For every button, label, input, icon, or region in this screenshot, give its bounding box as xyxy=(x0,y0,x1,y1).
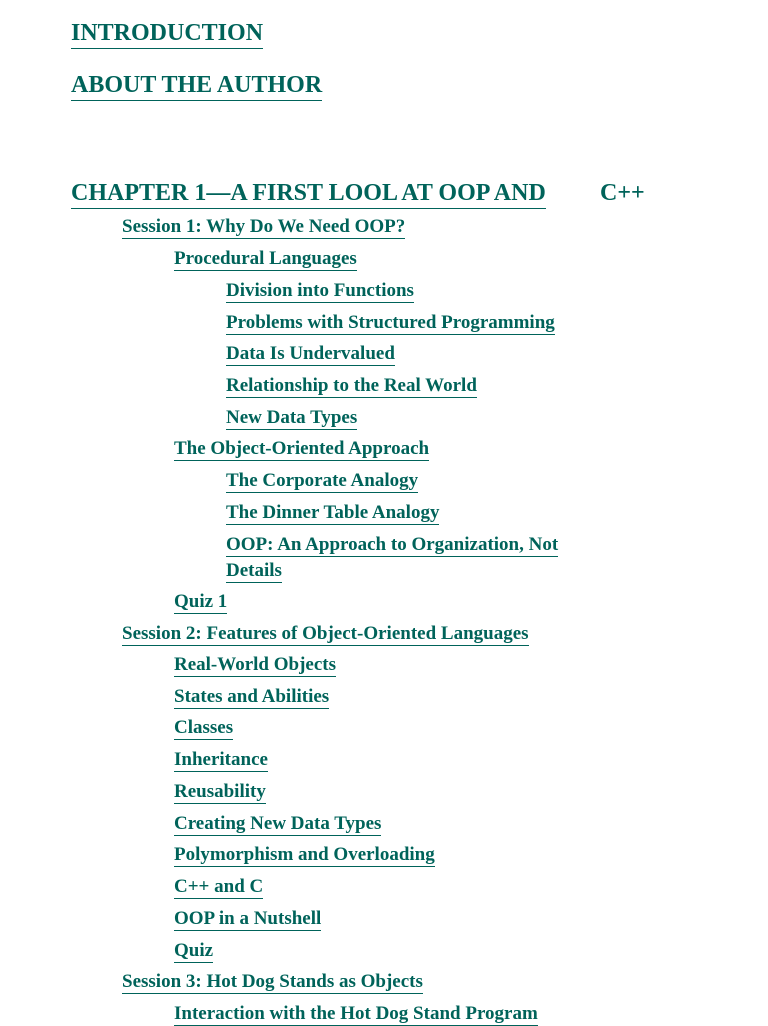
toc-link-oop-in-nutshell[interactable]: OOP in a Nutshell xyxy=(174,908,322,929)
toc-link-inheritance[interactable]: Inheritance xyxy=(174,749,268,770)
chapter-1-title-tail: C++ xyxy=(600,180,645,206)
toc-link-polymorphism-overloading[interactable]: Polymorphism and Overloading xyxy=(174,844,435,865)
toc-link-dinner-table-analogy[interactable]: The Dinner Table Analogy xyxy=(226,502,440,523)
toc-link-problems-structured-programming[interactable]: Problems with Structured Programming xyxy=(226,312,555,333)
toc-link-division-into-functions[interactable]: Division into Functions xyxy=(226,280,414,301)
toc-link-quiz-2[interactable]: Quiz xyxy=(174,940,214,961)
toc-link-new-data-types[interactable]: New Data Types xyxy=(226,407,358,428)
toc-link-relationship-real-world[interactable]: Relationship to the Real World xyxy=(226,375,477,396)
toc-link-cpp-and-c[interactable]: C++ and C xyxy=(174,876,264,897)
toc-link-introduction[interactable]: INTRODUCTION xyxy=(71,20,263,49)
toc-link-oop-approach-organization-details[interactable]: Details xyxy=(226,560,282,581)
toc-link-reusability[interactable]: Reusability xyxy=(174,781,266,802)
toc-link-data-is-undervalued[interactable]: Data Is Undervalued xyxy=(226,343,395,364)
toc-link-real-world-objects[interactable]: Real-World Objects xyxy=(174,654,337,675)
toc-link-object-oriented-approach[interactable]: The Object-Oriented Approach xyxy=(174,438,430,459)
toc-link-chapter-1[interactable]: CHAPTER 1—A FIRST LOOL AT OOP AND xyxy=(71,180,546,209)
toc-link-quiz-1[interactable]: Quiz 1 xyxy=(174,591,228,612)
toc-link-corporate-analogy[interactable]: The Corporate Analogy xyxy=(226,470,419,491)
toc-link-classes[interactable]: Classes xyxy=(174,717,234,738)
toc-link-states-and-abilities[interactable]: States and Abilities xyxy=(174,686,330,707)
toc-link-hot-dog-stand-interaction[interactable]: Interaction with the Hot Dog Stand Program xyxy=(174,1003,538,1024)
toc-link-session-2[interactable]: Session 2: Features of Object-Oriented Languages xyxy=(122,623,529,644)
toc-link-procedural-languages[interactable]: Procedural Languages xyxy=(174,248,357,269)
toc-link-creating-new-data-types[interactable]: Creating New Data Types xyxy=(174,813,382,834)
toc-link-about-author[interactable]: ABOUT THE AUTHOR xyxy=(71,72,322,101)
toc-link-oop-approach-organization[interactable]: OOP: An Approach to Organization, Not xyxy=(226,534,559,555)
toc-link-session-3[interactable]: Session 3: Hot Dog Stands as Objects xyxy=(122,971,423,992)
toc-link-session-1[interactable]: Session 1: Why Do We Need OOP? xyxy=(122,216,406,237)
